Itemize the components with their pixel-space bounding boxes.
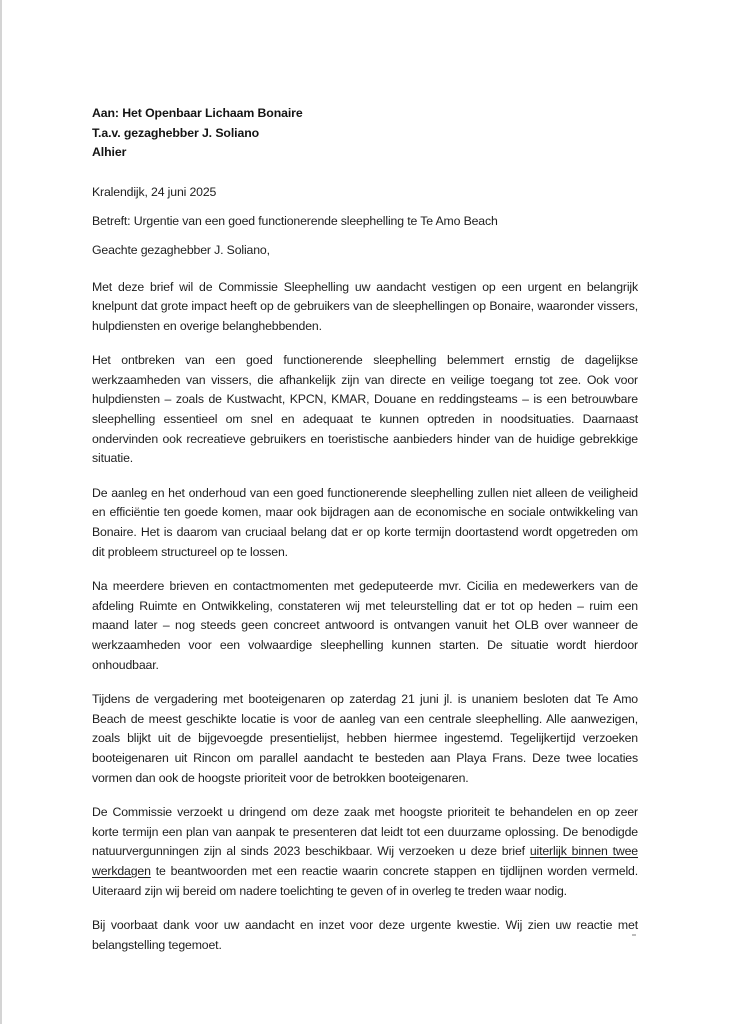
recipient-address-block bbox=[92, 104, 638, 163]
deadline-underlined: uiterlijk binnen twee werkdagen bbox=[92, 844, 638, 878]
location-line: Alhier bbox=[92, 145, 127, 159]
letter-body bbox=[92, 104, 638, 970]
request-text-after: te beantwoorden met een reactie waarin concrete stappen en tijdlijnen worden vermeld. Uiteraard zijn wij bereid om nadere toelichting te geven of in overleg te treden waar nodig. bbox=[92, 863, 638, 898]
paragraph-closing: Bij voorbaat dank voor uw aandacht en inzet voor deze urgente kwestie. Wij zien uw reactie met belangstelling tegemoet. bbox=[92, 918, 638, 952]
paragraph-impact: Het ontbreken van een goed functionerende sleephelling belemmert ernstig de dagelijkse werkzaamheden van vissers, die afhankelijk zijn van directe en veilige toegang tot zee. Ook voor hulpdiensten – zoals de Kustwacht, KPCN, KMAR, Douane en reddingsteams – is een betrouwbare sleephelling essentieel om snel en adequaat te kunnen optreden in noodsituaties. Daarnaast ondervinden ook recreatieve gebruikers en toeristische aanbieders hinder van de huidige gebrekkige situatie. bbox=[92, 353, 638, 466]
page-edge-border bbox=[0, 0, 2, 1024]
request-text-before: De Commissie verzoekt u dringend om deze zaak met hoogste prioriteit te behandelen en op zeer korte termijn een plan van aanpak te presenteren dat leidt tot een duurzame oplossing. De benodigde natuurvergunningen zijn al sinds 2023 beschikbaar. Wij verzoeken u deze brief bbox=[92, 805, 638, 859]
recipient-line: Aan: Het Openbaar Lichaam Bonaire bbox=[92, 106, 303, 120]
scan-artifact-mark bbox=[632, 934, 636, 936]
paragraph-request bbox=[92, 803, 638, 901]
paragraph-intro: Met deze brief wil de Commissie Sleephelling uw aandacht vestigen op een urgent en belangrijk knelpunt dat grote impact heeft op de gebruikers van de sleephellingen op Bonaire, waaronder vissers, hulpdiensten en overige belanghebbenden. bbox=[92, 279, 638, 333]
paragraph-meeting: Tijdens de vergadering met booteigenaren op zaterdag 21 juni jl. is unaniem besloten dat Te Amo Beach de meest geschikte locatie is voor de aanleg van een centrale sleephelling. Alle aanwezigen, zoals blijkt uit de bijgevoegde presentielijst, hebben hiermee ingestemd. Tegelijkertijd verzoeken booteigenaren uit Rincon om parallel aandacht te besteden aan Playa Frans. Deze twee locaties vormen dan ook de hoogste prioriteit voor de betrokken booteigenaren. bbox=[92, 692, 638, 785]
subject-line: Betreft: Urgentie van een goed functionerende sleephelling te Te Amo Beach bbox=[92, 213, 498, 228]
place-date: Kralendijk, 24 juni 2025 bbox=[92, 184, 217, 199]
paragraph-benefits: De aanleg en het onderhoud van een goed functionerende sleephelling zullen niet alleen de veiligheid en efficiëntie ten goede komen, maar ook bijdragen aan de economische en sociale ontwikkeling van Bonaire. Het is daarom van cruciaal belang dat er op korte termijn doortastend wordt opgetreden om dit probleem structureel op te lossen. bbox=[92, 485, 638, 559]
salutation: Geachte gezaghebber J. Soliano, bbox=[92, 242, 270, 257]
attention-line: T.a.v. gezaghebber J. Soliano bbox=[92, 125, 260, 140]
paragraph-history: Na meerdere brieven en contactmomenten met gedeputeerde mvr. Cicilia en medewerkers van de afdeling Ruimte en Ontwikkeling, constateren wij met teleurstelling dat er tot op heden – ruim een maand later – nog steeds geen concreet antwoord is ontvangen vanuit het OLB over wanneer de werkzaamheden voor een volwaardige sleephelling kunnen starten. De situatie wordt hierdoor onhoudbaar. bbox=[92, 579, 638, 672]
